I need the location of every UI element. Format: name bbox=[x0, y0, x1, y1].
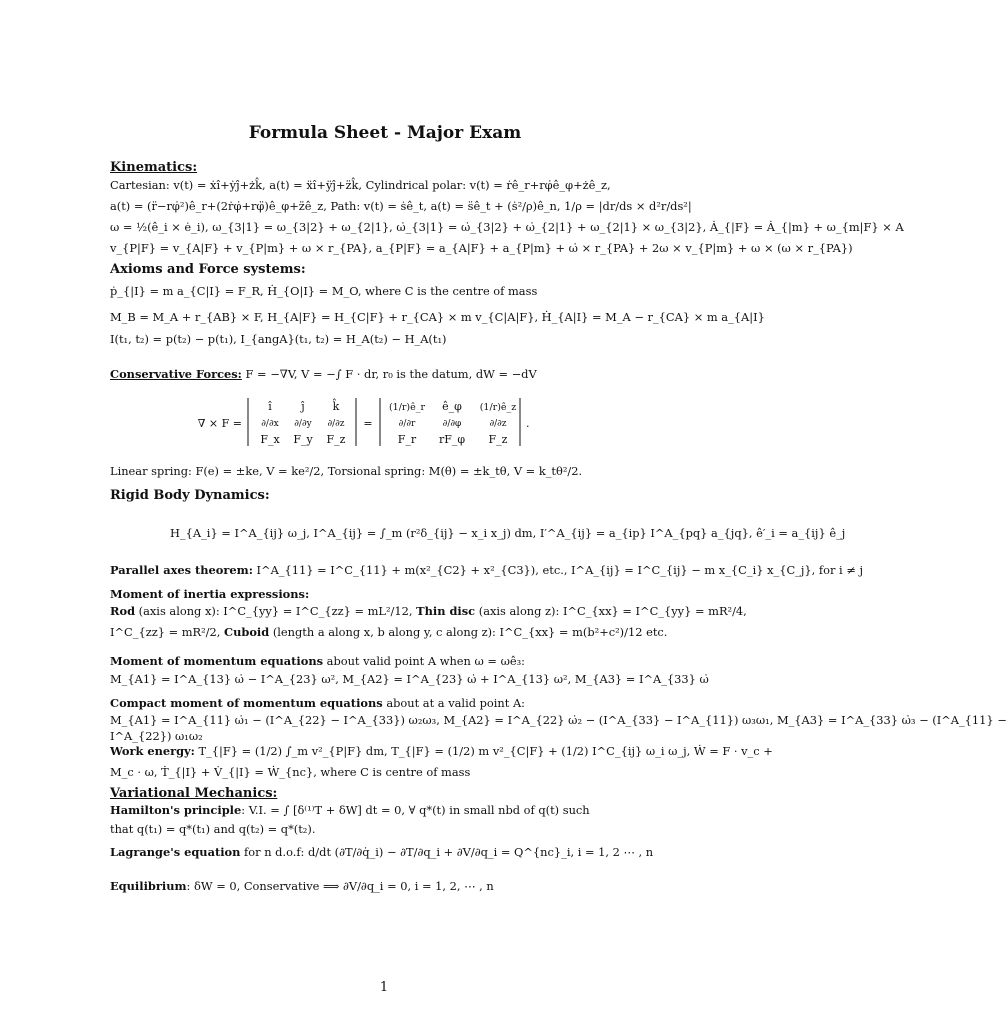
kinematics-line-1: Cartesian: v(t) = ẋî+ẏĵ+żk̂, a(t) = ẍî+ÿĵ+z̈k̂, Cylindrical polar: v(t) = ṙê_r+rφ̇ê_φ+żê_z, bbox=[110, 178, 611, 192]
section-axioms: Axioms and Force systems: bbox=[110, 262, 306, 277]
page-number: 1 bbox=[379, 980, 389, 995]
rod-label: Rod bbox=[110, 604, 136, 618]
lagrange-formula: for n d.o.f: d/dt (∂T/∂q̇_i) − ∂T/∂q_i + ∂V/∂q_i = Q^{nc}_i, i = 1, 2 ⋯ , n bbox=[240, 845, 654, 859]
det2-r3-c2: rF_φ bbox=[438, 433, 466, 446]
compact-mom-heading bbox=[110, 696, 525, 710]
cuboid-label: Cuboid bbox=[224, 625, 270, 639]
page-title: Formula Sheet - Major Exam bbox=[248, 123, 522, 143]
det2-r3-c3: F_z bbox=[488, 433, 508, 446]
det1-r3-c3: F_z bbox=[326, 433, 346, 446]
det1-r2-c2: ∂/∂y bbox=[294, 419, 312, 429]
moi-line-1 bbox=[110, 604, 747, 618]
disc-formula: (axis along z): I^C_{xx} = I^C_{yy} = mR²/4, bbox=[475, 604, 747, 618]
curl-lhs: ∇ × F = bbox=[197, 417, 242, 430]
moi-heading bbox=[110, 587, 309, 601]
section-rigid-body: Rigid Body Dynamics: bbox=[110, 488, 270, 503]
det1-r2-c3: ∂/∂z bbox=[327, 419, 345, 429]
hamilton-line-2: that q(t₁) = q*(t₁) and q(t₂) = q*(t₂). bbox=[110, 822, 316, 836]
compact-mom-rest: about at a valid point A: bbox=[382, 696, 526, 710]
lagrange-line bbox=[110, 845, 653, 859]
kinematics-line-2: a(t) = (r̈−rφ̇²)ê_r+(2ṙφ̇+rφ̈)ê_φ+z̈ê_z, Path: v(t) = ṡê_t, a(t) = s̈ê_t + (ṡ²/ρ)ê_n, 1/ρ = |dr/ds × d²r/ds²| bbox=[110, 199, 692, 213]
section-variational: Variational Mechanics: bbox=[110, 786, 278, 801]
det1-r3-c1: F_x bbox=[260, 433, 280, 446]
curl-equals: = bbox=[363, 417, 373, 430]
work-energy-line-1 bbox=[110, 744, 773, 758]
hamilton-line-1 bbox=[110, 803, 590, 817]
mom-rest: about valid point A when ω = ωê₃: bbox=[323, 654, 526, 668]
equilibrium-label: Equilibrium bbox=[110, 879, 187, 893]
det2-r1-c2: ê_φ bbox=[442, 400, 462, 413]
det1-r3-c2: F_y bbox=[293, 433, 313, 446]
det2-r2-c3: ∂/∂z bbox=[489, 419, 507, 429]
hamilton-formula: : V.I. = ∫ [δ⁽¹⁾T + δW] dt = 0, ∀ q*(t) in small nbd of q(t) such bbox=[241, 803, 590, 817]
moi-line-2 bbox=[110, 625, 667, 639]
moi-label: Moment of inertia expressions: bbox=[110, 587, 310, 601]
parallel-axes-label: Parallel axes theorem: bbox=[110, 563, 253, 577]
section-conservative: Conservative Forces: bbox=[110, 367, 242, 381]
axioms-line-3: I(t₁, t₂) = p(t₂) − p(t₁), I_{angA}(t₁, t₂) = H_A(t₂) − H_A(t₁) bbox=[110, 332, 447, 346]
compact-mom-line-2: I^A_{22}) ω₁ω₂ bbox=[110, 729, 203, 743]
det1-r1-c1: î bbox=[268, 400, 272, 413]
det2-r3-c1: F_r bbox=[397, 433, 417, 446]
det1-r1-c3: k̂ bbox=[332, 400, 340, 413]
axioms-line-2: M_B = M_A + r_{AB} × F, H_{A|F} = H_{C|F} + r_{CA} × m v_{C|A|F}, Ḣ_{A|I} = M_A − r_{CA} × m a_{A|I} bbox=[110, 310, 765, 324]
equilibrium-formula: : δW = 0, Conservative ⟹ ∂V/∂q_i = 0, i = 1, 2, ⋯ , n bbox=[186, 879, 494, 893]
compact-mom-label: Compact moment of momentum equations bbox=[110, 696, 383, 710]
mom-formula: M_{A1} = I^A_{13} ω̇ − I^A_{23} ω², M_{A2} = I^A_{23} ω̇ + I^A_{13} ω², M_{A3} = I^A_{33} ω̇ bbox=[110, 672, 709, 686]
mom-heading bbox=[110, 654, 525, 668]
cuboid-formula: (length a along x, b along y, c along z): I^C_{xx} = m(b²+c²)/12 etc. bbox=[269, 625, 668, 639]
lagrange-label: Lagrange's equation bbox=[110, 845, 241, 859]
kinematics-line-3: ω = ½(ê_i × ė_i), ω_{3|1} = ω_{3|2} + ω_{2|1}, ω̇_{3|1} = ω̇_{3|2} + ω̇_{2|1} + ω_{2|1} × ω_{3|2}, Ȧ_{|F} = Ȧ_{|m} + ω_{m|F} × A bbox=[110, 220, 904, 234]
det2-r2-c1: ∂/∂r bbox=[398, 419, 416, 429]
work-energy-line-2: M_c · ω, Ṫ_{|I} + V̇_{|I} = Ẇ_{nc}, where C is centre of mass bbox=[110, 765, 471, 779]
conservative-line bbox=[110, 367, 537, 381]
work-energy-label: Work energy: bbox=[110, 744, 195, 758]
det1-r2-c1: ∂/∂x bbox=[261, 419, 279, 429]
rod-formula: (axis along x): I^C_{yy} = I^C_{zz} = mL²/12, bbox=[135, 604, 417, 618]
axioms-line-1: ṗ_{|I} = m a_{C|I} = F_R, Ḣ_{O|I} = M_O, where C is the centre of mass bbox=[110, 284, 538, 298]
curl-determinants bbox=[110, 394, 660, 450]
cuboid-prefix: I^C_{zz} = mR²/2, bbox=[110, 625, 225, 639]
rigid-body-line-1: H_{A_i} = I^A_{ij} ω_j, I^A_{ij} = ∫_m (r²δ_{ij} − x_i x_j) dm, I′^A_{ij} = a_{ip} I^A_{pq} a_{jq}, ê′_i = a_{ij} ê_j bbox=[170, 526, 846, 540]
parallel-axes-formula: I^A_{11} = I^C_{11} + m(x²_{C2} + x²_{C3}), etc., I^A_{ij} = I^C_{ij} − m x_{C_i} x_{C_j}, for i ≠ j bbox=[252, 563, 863, 577]
section-kinematics: Kinematics: bbox=[110, 160, 198, 175]
hamilton-label: Hamilton's principle bbox=[110, 803, 242, 817]
parallel-axes-line bbox=[110, 563, 863, 577]
spring-line: Linear spring: F(e) = ±ke, V = ke²/2, Torsional spring: M(θ) = ±k_tθ, V = k_tθ²/2. bbox=[110, 464, 583, 478]
det2-r1-c1: (1/r)ê_r bbox=[388, 402, 426, 413]
det2-r1-c3: (1/r)ê_z bbox=[479, 402, 517, 413]
kinematics-line-4: v_{P|F} = v_{A|F} + v_{P|m} + ω × r_{PA}, a_{P|F} = a_{A|F} + a_{P|m} + ω̇ × r_{PA} + 2ω × v_{P|m} + ω × (ω × r_{PA}) bbox=[110, 241, 853, 255]
compact-mom-line-1: M_{A1} = I^A_{11} ω̇₁ − (I^A_{22} − I^A_{33}) ω₂ω₃, M_{A2} = I^A_{22} ω̇₂ − (I^A_{33} − I^A_{11}) ω₃ω₁, M_{A3} = I^A_{33} ω̇₃ − (I^A_{11} − bbox=[110, 713, 1007, 727]
det2-r2-c2: ∂/∂φ bbox=[442, 419, 462, 429]
work-energy-formula: T_{|F} = (1/2) ∫_m v²_{P|F} dm, T_{|F} = (1/2) m v²_{C|F} + (1/2) I^C_{ij} ω_i ω_j, Ẇ = F · v_c + bbox=[194, 744, 773, 758]
conservative-formula: F = −∇V, V = −∫ F · dr, r₀ is the datum, dW = −dV bbox=[241, 367, 537, 381]
det1-r1-c2: ĵ bbox=[301, 400, 305, 413]
mom-label: Moment of momentum equations bbox=[110, 654, 324, 668]
disc-label: Thin disc bbox=[416, 604, 476, 618]
curl-period: . bbox=[526, 417, 530, 430]
curl-determinant-graphic bbox=[110, 394, 660, 450]
equilibrium-line bbox=[110, 879, 494, 893]
